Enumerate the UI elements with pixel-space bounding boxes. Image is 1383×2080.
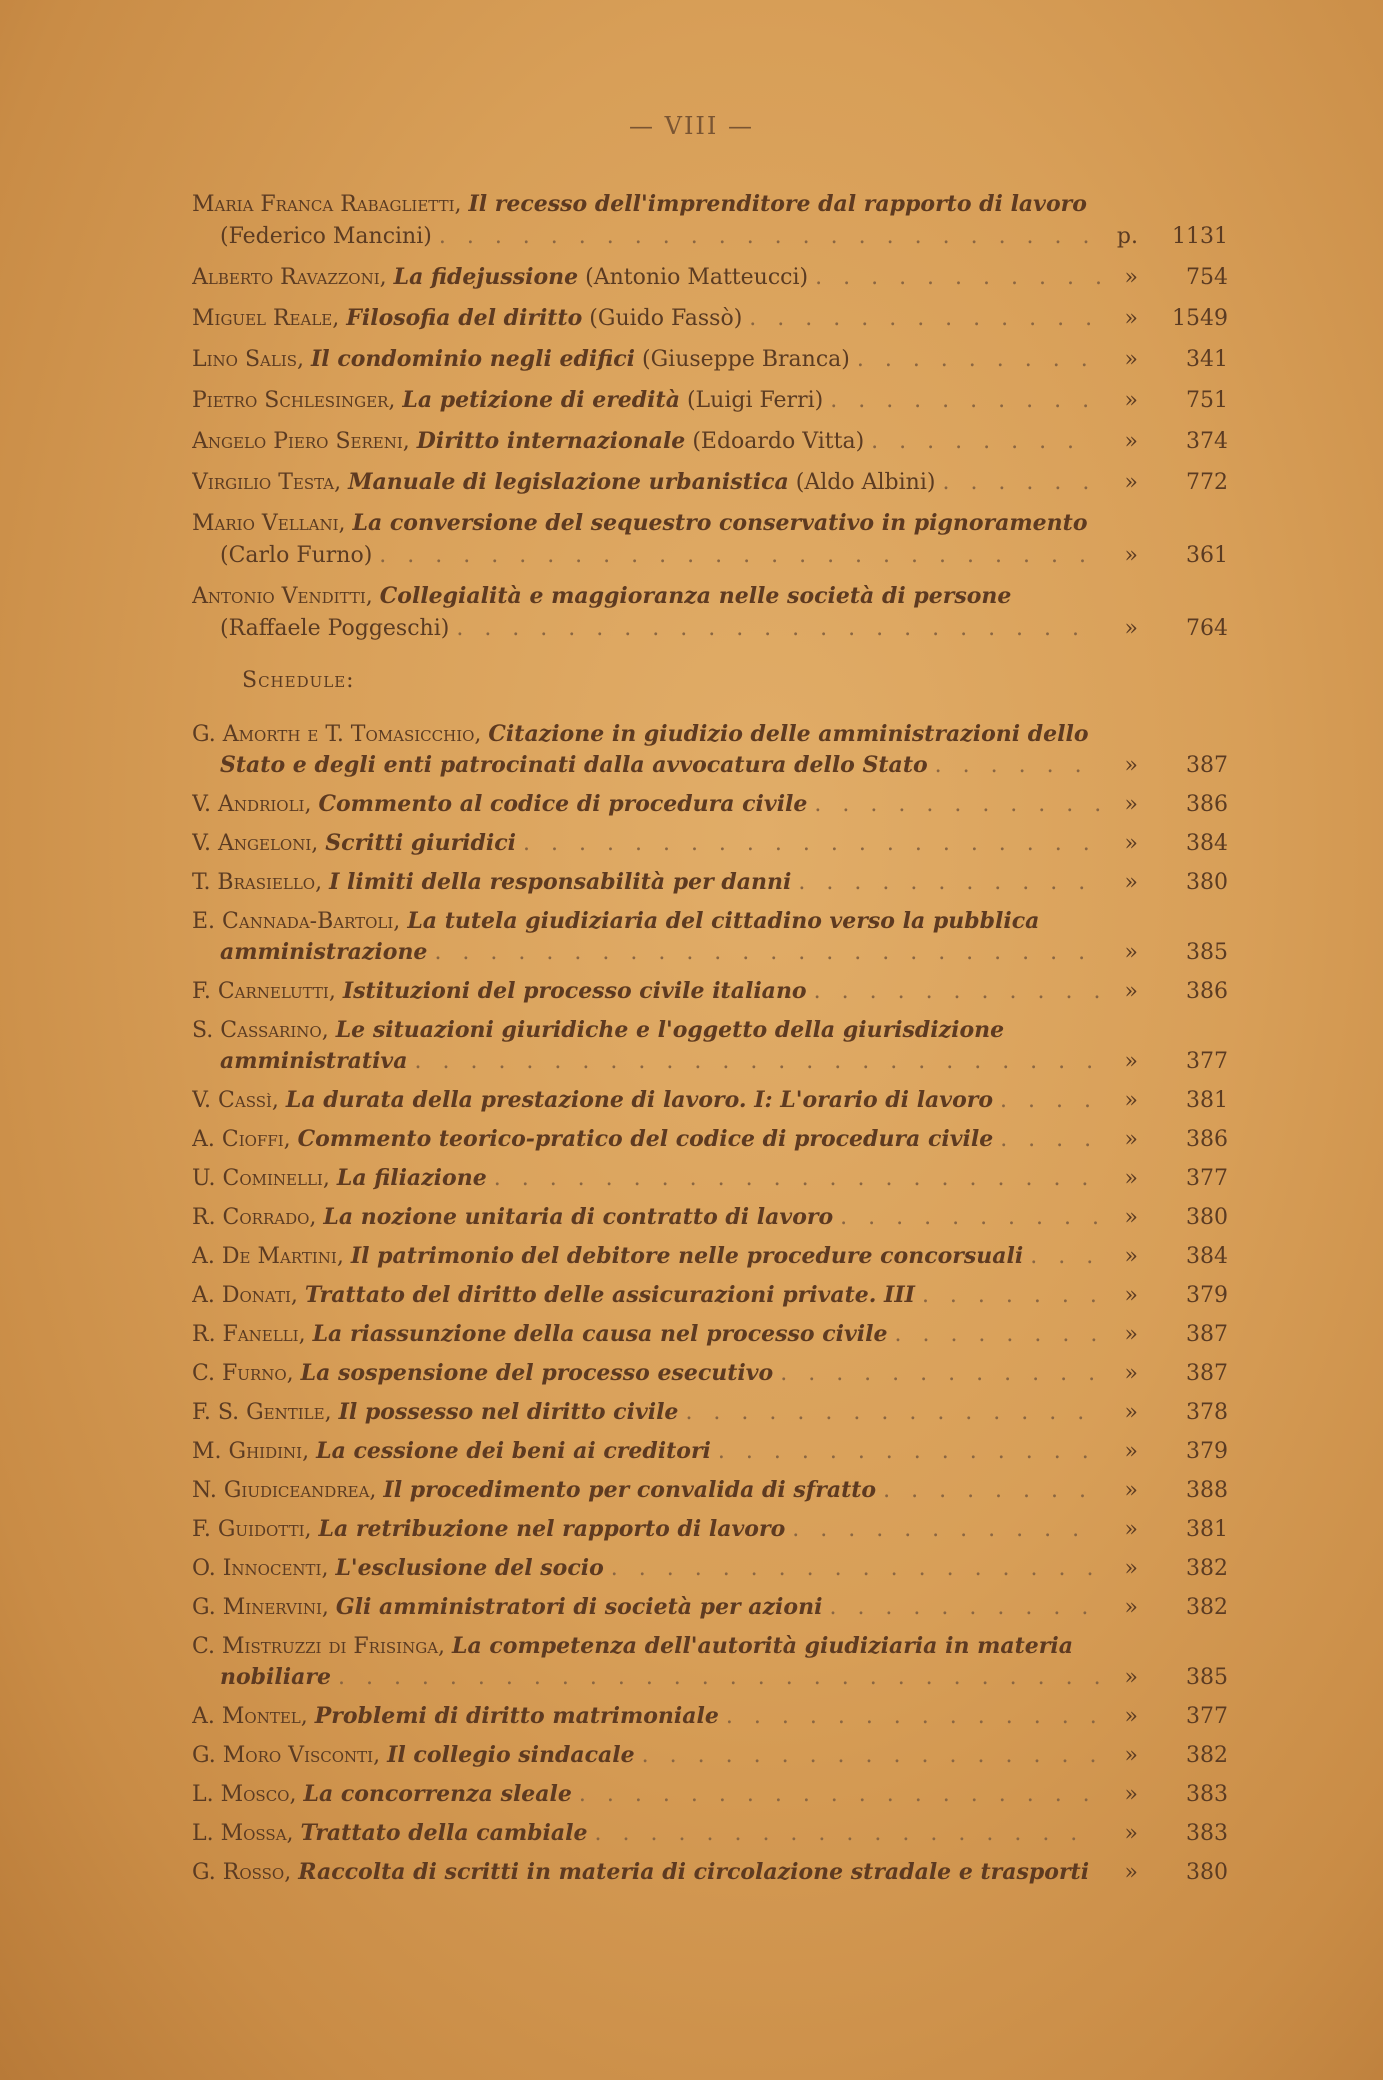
dot-leader: . . . . . .: [942, 470, 1090, 495]
entry-title: Le situazioni giuridiche e l'oggetto della giurisdizione amministrativa: [220, 1017, 1005, 1074]
schede-list: [192, 668, 1228, 1896]
page-prefix: »: [1124, 1439, 1138, 1464]
entry-author: A. Montel,: [192, 1704, 308, 1729]
entry-author: V. Andrioli,: [192, 792, 312, 817]
entry-author: L. Mossa,: [192, 1821, 294, 1846]
index-entry: [192, 507, 1228, 572]
page-prefix: »: [1124, 543, 1138, 568]
index-entry: [192, 1358, 1228, 1389]
dot-leader: . . . . . . . . . . .: [798, 870, 1086, 895]
entry-author: Maria Franca Rabaglietti,: [192, 192, 462, 217]
entry-text: [192, 466, 1102, 499]
entry-title: I limiti della responsabilità per danni: [329, 869, 792, 895]
entry-text: [192, 384, 1102, 417]
entry-author: A. Cioffi,: [192, 1127, 291, 1152]
index-entry: [192, 1436, 1228, 1467]
entry-author: V. Cassì,: [192, 1088, 279, 1113]
dot-leader: . . . . . . . . . . . . . . . . . . . . . . . . .: [414, 1049, 1094, 1074]
entry-text: [192, 580, 1102, 645]
page-prefix: »: [1124, 1088, 1138, 1113]
page-number: 1549: [1172, 306, 1228, 331]
page-number: 377: [1186, 1704, 1228, 1729]
entry-text: [192, 1740, 1102, 1771]
index-entry: [192, 580, 1228, 645]
entry-author: T. Brasiello,: [192, 870, 323, 895]
entry-text: [192, 1475, 1102, 1506]
page-header: — VIII —: [628, 112, 755, 140]
entry-text: [192, 261, 1102, 294]
page-number: 387: [1186, 1322, 1228, 1347]
entry-text: [192, 1779, 1102, 1810]
entry-text: [192, 1015, 1102, 1077]
page-prefix: »: [1124, 792, 1138, 817]
entry-author: U. Cominelli,: [192, 1166, 330, 1191]
page-prefix: »: [1124, 870, 1138, 895]
page-prefix: »: [1124, 1400, 1138, 1425]
entry-title: La filiazione: [336, 1165, 487, 1191]
entry-author: E. Cannada-Bartoli,: [192, 909, 401, 934]
entry-text: [192, 1857, 1102, 1888]
entry-reviewer: (Giuseppe Branca): [642, 347, 850, 372]
entry-title: La petizione di eredità: [402, 387, 680, 413]
page-prefix: »: [1124, 616, 1138, 641]
index-entry: [192, 261, 1228, 294]
entry-text: [192, 1514, 1102, 1545]
dot-leader: . . . . . . . . . . .: [813, 979, 1101, 1004]
entry-title: Citazione in giudizio delle amministrazioni dello Stato e degli enti patrocinati dalla avvocatura dello Stato: [220, 721, 1089, 778]
entry-reviewer: (Raffaele Poggeschi): [220, 616, 450, 641]
page-prefix: »: [1124, 1556, 1138, 1581]
entry-author: A. Donati,: [192, 1283, 298, 1308]
page-number: 386: [1186, 979, 1228, 1004]
entry-author: Angelo Piero Sereni,: [192, 429, 410, 454]
entry-text: [192, 1163, 1102, 1194]
page-prefix: »: [1124, 1205, 1138, 1230]
entry-text: [192, 507, 1102, 572]
entry-text: [192, 1553, 1102, 1584]
index-entry: [192, 1202, 1228, 1233]
entry-author: A. De Martini,: [192, 1244, 344, 1269]
entry-author: G. Amorth e T. Tomasicchio,: [192, 722, 482, 747]
entry-author: Pietro Schlesinger,: [192, 388, 396, 413]
page-number: 382: [1186, 1556, 1228, 1581]
page-number: 387: [1186, 1361, 1228, 1386]
entry-author: L. Mosco,: [192, 1782, 297, 1807]
entry-title: Diritto internazionale: [416, 428, 686, 454]
index-entry: [192, 828, 1228, 859]
entry-author: G. Moro Visconti,: [192, 1743, 381, 1768]
entry-title: La nozione unitaria di contratto di lavoro: [323, 1204, 834, 1230]
entry-text: [192, 1241, 1102, 1272]
entry-text: [192, 1701, 1102, 1732]
dot-leader: . . . . . . . . . . . . . . . . . . . . .: [523, 831, 1090, 856]
page-number: 377: [1186, 1049, 1228, 1074]
page-number: 751: [1186, 388, 1228, 413]
page-prefix: »: [1124, 1283, 1138, 1308]
index-entry: [192, 867, 1228, 898]
dot-leader: . . . . . . . . . .: [830, 388, 1090, 413]
page-prefix: »: [1124, 1478, 1138, 1503]
entry-text: [192, 302, 1102, 335]
dot-leader: . . . . . . . . . . . . . . . . .: [641, 1743, 1097, 1768]
entry-title: La cessione dei beni ai creditori: [316, 1438, 711, 1464]
dot-leader: . . . . . . . . . . . . . . . . . .: [610, 1556, 1094, 1581]
entry-reviewer: (Federico Mancini): [220, 224, 432, 249]
entry-title: Istituzioni del processo civile italiano: [342, 978, 807, 1004]
entry-author: R. Corrado,: [192, 1205, 317, 1230]
entry-text: [192, 1818, 1102, 1849]
entry-title: La riassunzione della causa nel processo civile: [312, 1321, 888, 1347]
section-heading-schede: Schedule:: [242, 668, 355, 693]
entry-text: [192, 1319, 1102, 1350]
entry-title: La tutela giudiziaria del cittadino verso la pubblica amministrazione: [220, 908, 1040, 965]
dot-leader: . . . . . . . . . . . . . . . . . .: [594, 1821, 1078, 1846]
index-entry: [192, 1779, 1228, 1810]
entry-reviewer: (Guido Fassò): [589, 306, 743, 331]
page-number: 385: [1186, 940, 1228, 965]
index-entry: [192, 188, 1228, 253]
entry-title: Il condominio negli edifici: [311, 346, 635, 372]
page-number: 384: [1186, 831, 1228, 856]
dot-leader: . . . . . . . . . . . .: [780, 1361, 1096, 1386]
page-prefix: »: [1124, 979, 1138, 1004]
entry-title: Gli amministratori di società per azioni: [335, 1594, 823, 1620]
page-number: 1131: [1172, 224, 1228, 249]
entry-author: Mario Vellani,: [192, 511, 346, 536]
entry-title: Trattato della cambiale: [300, 1820, 588, 1846]
page-number: 361: [1186, 543, 1228, 568]
page-number: 383: [1186, 1821, 1228, 1846]
index-entry: [192, 1241, 1228, 1272]
page-prefix: »: [1124, 940, 1138, 965]
index-entry: [192, 1085, 1228, 1116]
entry-title: Problemi di diritto matrimoniale: [314, 1703, 719, 1729]
page-prefix: »: [1124, 1361, 1138, 1386]
entry-text: [192, 828, 1102, 859]
page-prefix: »: [1124, 1743, 1138, 1768]
page-number: 380: [1186, 870, 1228, 895]
dot-leader: . . . . . . . . . . . . . . . . . . .: [578, 1782, 1090, 1807]
index-entry: [192, 343, 1228, 376]
index-entry: [192, 789, 1228, 820]
entry-text: [192, 789, 1102, 820]
page-prefix: »: [1124, 470, 1138, 495]
page-number: 382: [1186, 1595, 1228, 1620]
page-number: 341: [1186, 347, 1228, 372]
dot-leader: . . . . . . .: [921, 1283, 1097, 1308]
entry-title: L'esclusione del socio: [335, 1555, 604, 1581]
entry-text: [192, 1397, 1102, 1428]
page-number: 381: [1186, 1088, 1228, 1113]
entry-author: O. Innocenti,: [192, 1556, 329, 1581]
entry-author: F. Guidotti,: [192, 1517, 312, 1542]
page-prefix: »: [1124, 753, 1138, 778]
entry-author: G. Rosso,: [192, 1860, 292, 1885]
entry-author: R. Fanelli,: [192, 1322, 306, 1347]
page-prefix: »: [1124, 1704, 1138, 1729]
page-prefix: »: [1124, 1127, 1138, 1152]
entry-title: Il procedimento per convalida di sfratto: [383, 1477, 877, 1503]
index-entry: [192, 1592, 1228, 1623]
index-entry: [192, 1553, 1228, 1584]
page-prefix: »: [1124, 1821, 1138, 1846]
page-prefix: »: [1124, 1322, 1138, 1347]
entry-title: Il possesso nel diritto civile: [338, 1399, 679, 1425]
entry-reviewer: (Luigi Ferri): [686, 388, 824, 413]
entry-author: F. S. Gentile,: [192, 1400, 332, 1425]
entry-title: Il patrimonio del debitore nelle procedure concorsuali: [350, 1243, 1024, 1269]
page-prefix: »: [1124, 1244, 1138, 1269]
page-number: 377: [1186, 1166, 1228, 1191]
page-prefix: »: [1124, 1665, 1138, 1690]
page-prefix: »: [1124, 1517, 1138, 1542]
dot-leader: . . . . . . . . . . . . . . . . . . . . . . .: [456, 616, 1080, 641]
index-entry: [192, 1701, 1228, 1732]
entry-text: [192, 1085, 1102, 1116]
entry-author: Lino Salis,: [192, 347, 305, 372]
entry-text: [192, 343, 1102, 376]
page-number: 384: [1186, 1244, 1228, 1269]
index-entry: [192, 1514, 1228, 1545]
index-entry: [192, 466, 1228, 499]
page-number: 378: [1186, 1400, 1228, 1425]
page-number: 386: [1186, 1127, 1228, 1152]
page-prefix: »: [1124, 429, 1138, 454]
entry-title: Trattato del diritto delle assicurazioni private. III: [304, 1282, 915, 1308]
page-number: 386: [1186, 792, 1228, 817]
entry-title: La durata della prestazione di lavoro. I: L'orario di lavoro: [285, 1087, 994, 1113]
dot-leader: . . . . . . . . . . .: [815, 265, 1102, 290]
entry-title: Manuale di legislazione urbanistica: [348, 469, 789, 495]
index-entry: [192, 1631, 1228, 1693]
index-entry: [192, 1319, 1228, 1350]
page-number: 380: [1186, 1205, 1228, 1230]
entry-text: [192, 867, 1102, 898]
dot-leader: . . . .: [1000, 1127, 1092, 1152]
entry-title: Commento al codice di procedura civile: [318, 791, 808, 817]
entry-author: C. Mistruzzi di Frisinga,: [192, 1634, 446, 1659]
entry-author: C. Furno,: [192, 1361, 294, 1386]
page-number: 383: [1186, 1782, 1228, 1807]
page-number: 379: [1186, 1283, 1228, 1308]
dot-leader: . . . . . . . . . .: [840, 1205, 1100, 1230]
index-entry: [192, 384, 1228, 417]
entry-title: Filosofia del diritto: [346, 305, 583, 331]
dot-leader: . . . . . . . .: [883, 1478, 1087, 1503]
page-number: 754: [1186, 265, 1228, 290]
dot-leader: . . . . . . . . . . . . . .: [725, 1704, 1097, 1729]
entry-text: [192, 1358, 1102, 1389]
entry-author: Alberto Ravazzoni,: [192, 265, 387, 290]
page-number: 374: [1186, 429, 1228, 454]
dot-leader: . . . . . . . . . . . . . . . . . . . . . . . . . . . .: [337, 1665, 1101, 1690]
index-entry: [192, 1475, 1228, 1506]
entry-reviewer: (Edoardo Vitta): [692, 429, 865, 454]
page-prefix: »: [1124, 1166, 1138, 1191]
entry-author: V. Angeloni,: [192, 831, 319, 856]
page-prefix: »: [1124, 1595, 1138, 1620]
index-entry: [192, 1818, 1228, 1849]
page-prefix: »: [1124, 1782, 1138, 1807]
entry-text: [192, 425, 1102, 458]
entry-reviewer: (Carlo Furno): [220, 543, 373, 568]
index-entry: [192, 976, 1228, 1007]
index-entry: [192, 1124, 1228, 1155]
index-entry: [192, 1280, 1228, 1311]
dot-leader: . . .: [1030, 1244, 1094, 1269]
dot-leader: . . . . . . . . . . . . . . . . . . . . . .: [493, 1166, 1089, 1191]
page-number: 379: [1186, 1439, 1228, 1464]
entry-title: La competenza dell'autorità giudiziaria in materia nobiliare: [220, 1633, 1073, 1690]
entry-reviewer: (Antonio Matteucci): [585, 265, 809, 290]
dot-leader: . . . . . . . . . . . . . .: [717, 1439, 1089, 1464]
entry-text: [192, 188, 1102, 253]
page-prefix: »: [1124, 347, 1138, 372]
index-entry: [192, 1857, 1228, 1888]
page-prefix: »: [1124, 1049, 1138, 1074]
entry-text: [192, 1280, 1102, 1311]
reviews-list: [192, 188, 1228, 653]
entry-text: [192, 1631, 1102, 1693]
dot-leader: . . . . . . . . . . .: [814, 792, 1102, 817]
index-entry: [192, 1397, 1228, 1428]
entry-text: [192, 1436, 1102, 1467]
entry-author: Miguel Reale,: [192, 306, 340, 331]
page-number: 381: [1186, 1517, 1228, 1542]
page-number: 772: [1186, 470, 1228, 495]
dot-leader: . . . . . . . . . . .: [792, 1517, 1080, 1542]
dot-leader: . . . . . . . . . . . . . . . . . . . . . . . .: [438, 224, 1090, 249]
entry-title: La retribuzione nel rapporto di lavoro: [318, 1516, 786, 1542]
page-prefix: »: [1124, 831, 1138, 856]
index-entry: [192, 906, 1228, 968]
page-prefix: »: [1124, 306, 1138, 331]
dot-leader: . . . . . . . . . . . . . . .: [685, 1400, 1085, 1425]
index-entry: [192, 1163, 1228, 1194]
entry-title: Collegialità e maggioranza nelle società di persone: [379, 583, 1012, 609]
entry-title: Il collegio sindacale: [387, 1742, 635, 1768]
index-entry: [192, 302, 1228, 335]
page-number: 764: [1186, 616, 1228, 641]
page-prefix: »: [1124, 388, 1138, 413]
entry-author: F. Carnelutti,: [192, 979, 336, 1004]
entry-author: S. Cassarino,: [192, 1018, 329, 1043]
entry-title: La conversione del sequestro conservativo in pignoramento: [352, 510, 1088, 536]
dot-leader: . . . . . . . .: [871, 429, 1075, 454]
entry-text: [192, 1124, 1102, 1155]
entry-author: Virgilio Testa,: [192, 470, 342, 495]
entry-text: [192, 976, 1102, 1007]
page-number: 380: [1186, 1860, 1228, 1885]
entry-author: N. Giudiceandrea,: [192, 1478, 377, 1503]
page-prefix: »: [1124, 265, 1138, 290]
entry-title: Il recesso dell'imprenditore dal rapporto di lavoro: [468, 191, 1087, 217]
page-prefix: p.: [1116, 224, 1138, 249]
page-prefix: »: [1124, 1860, 1138, 1885]
index-entry: [192, 1015, 1228, 1077]
entry-text: [192, 1592, 1102, 1623]
entry-title: Commento teorico-pratico del codice di procedura civile: [297, 1126, 994, 1152]
dot-leader: . . . .: [1000, 1088, 1091, 1113]
dot-leader: . . . . . . . . . .: [829, 1595, 1089, 1620]
page-number: 385: [1186, 1665, 1228, 1690]
entry-text: [192, 1202, 1102, 1233]
index-entry: [192, 1740, 1228, 1771]
dot-leader: . . . . . . . . . . . . . . . . . . . . . . . .: [434, 940, 1086, 965]
entry-author: G. Minervini,: [192, 1595, 329, 1620]
entry-title: La fidejussione: [393, 264, 579, 290]
entry-reviewer: (Aldo Albini): [795, 470, 936, 495]
page-number: 387: [1186, 753, 1228, 778]
entry-text: [192, 719, 1102, 781]
entry-title: Scritti giuridici: [325, 830, 517, 856]
entry-author: Antonio Venditti,: [192, 584, 373, 609]
dot-leader: . . . . . .: [934, 753, 1082, 778]
index-entry: [192, 425, 1228, 458]
index-entry: [192, 719, 1228, 781]
dot-leader: . . . . . . . . .: [856, 347, 1088, 372]
dot-leader: . . . . . . . .: [894, 1322, 1098, 1347]
page-number: 382: [1186, 1743, 1228, 1768]
page-number: 388: [1186, 1478, 1228, 1503]
dot-leader: . . . . . . . . . . . . . . . . . . . . . . . . . .: [379, 543, 1086, 568]
entry-title: La sospensione del processo esecutivo: [300, 1360, 774, 1386]
entry-text: [192, 906, 1102, 968]
entry-title: Raccolta di scritti in materia di circolazione stradale e trasporti: [298, 1859, 1090, 1885]
entry-title: La concorrenza sleale: [303, 1781, 572, 1807]
dot-leader: . . . . . . . . . . . . .: [749, 306, 1093, 331]
entry-author: M. Ghidini,: [192, 1439, 310, 1464]
